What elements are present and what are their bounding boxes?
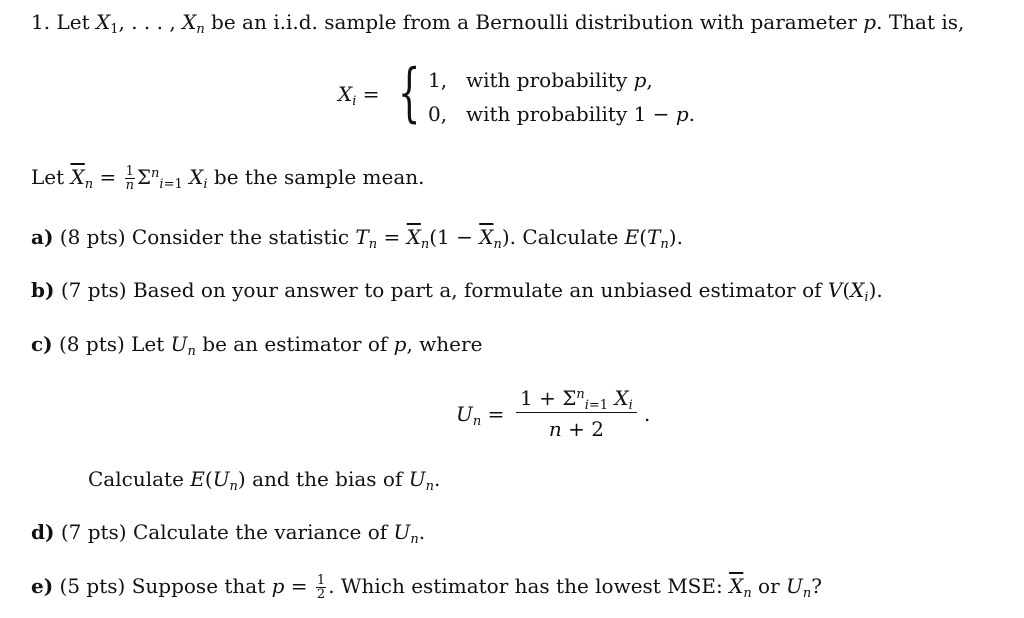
problem-intro: 1. Let $X_1$, . . . , $X_n$ be an i.i.d. sample from a Bernoulli distribution with parameter p. That is, xyxy=(31,10,965,37)
problem-page: 1. Let $X_1$, . . . , $X_n$ be an i.i.d. sample from a Bernoulli distribution with parameter p. That is, $X_i$ = { 1, with probability p, 0, with probability 1 − p. Let $\overline{X}_n$ = $\frac{1}{n}$ $\Sigma^n_{i=1}$ $X_i$ be the sample mean. a) (8 pts) Consider the statistic $T_n = \overline{X}_n(1 - \overline{X}_n)$. Calculate $E(T_n)$. b) (7 pts) Based on your answer to part a, formulate an unbiased estimator of $V(X_i)$. c) (8 pts) Let $U_n$ be an estimator of p, where $U_n$ = $1 + \Sigma^n_{i=1}$ $X_i$ n + 2 . Calculate $E(U_n)$ and the bias of $U_n$. d) (7 pts) Calculate the variance of $U_n$. e) (5 pts) Suppose that p = $\frac{1}{2}$ . Which estimator has the lowest MSE: $\overline{X}_n$ or $U_n$? xyxy=(31,10,965,602)
part-a: a) (8 pts) Consider the statistic $T_n = \overline{X}_n(1 - \overline{X}_n)$. Calculate $E(T_n)$. xyxy=(31,225,683,252)
sample-mean-definition: Let $\overline{X}_n$ = $\frac{1}{n}$ $\Sigma^n_{i=1}$ $X_i$ be the sample mean. xyxy=(31,164,425,193)
part-c: c) (8 pts) Let $U_n$ be an estimator of p, where xyxy=(31,332,483,359)
part-e: e) (5 pts) Suppose that p = $\frac{1}{2}$ . Which estimator has the lowest MSE: $\overline{X}_n$ or $U_n$? xyxy=(31,573,822,602)
part-c-followup: Calculate $E(U_n)$ and the bias of $U_n$. xyxy=(88,467,441,494)
problem-number: 1. xyxy=(31,10,51,34)
part-b: b) (7 pts) Based on your answer to part a, formulate an unbiased estimator of $V(X_i)$. xyxy=(31,278,883,305)
case-row-1: with probability p, xyxy=(466,68,653,92)
part-d: d) (7 pts) Calculate the variance of $U_n$. xyxy=(31,520,426,547)
case-row-2: with probability 1 − p. xyxy=(466,102,695,126)
